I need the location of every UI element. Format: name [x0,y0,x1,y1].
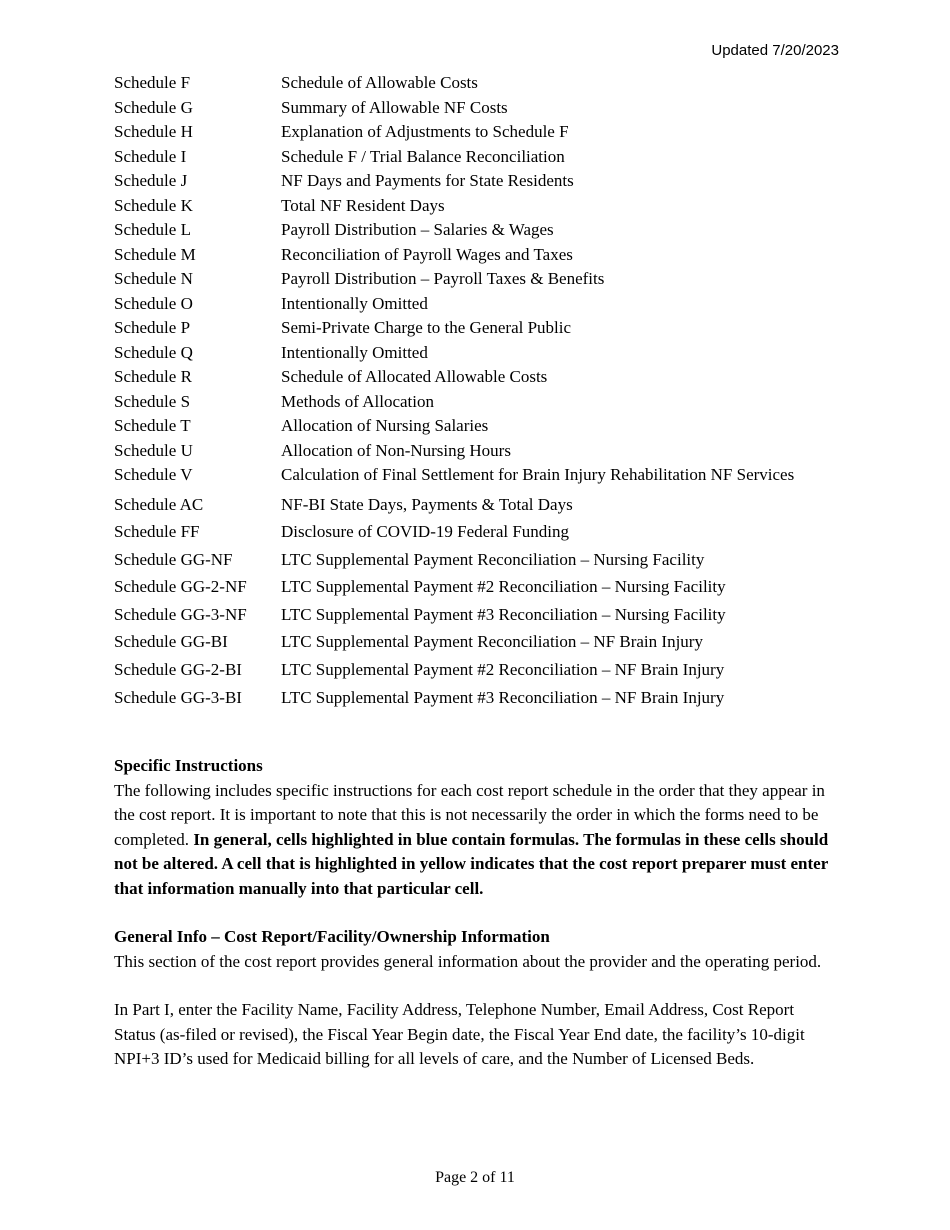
schedule-row [114,194,844,219]
schedule-code: Schedule F [114,73,191,92]
schedule-title: LTC Supplemental Payment Reconciliation – Nursing Facility [281,549,705,569]
schedule-code: Schedule GG-3-NF [114,604,247,624]
page-number: Page 2 of 11 [435,1169,515,1186]
schedule-title: Intentionally Omitted [281,293,428,313]
schedule-code: Schedule GG-NF [114,549,233,569]
schedule-code: Schedule G [114,97,193,117]
schedule-title: Payroll Distribution – Salaries & Wages [281,220,554,239]
schedule-title: Schedule of Allowable Costs [281,73,478,92]
schedule-title: Allocation of Nursing Salaries [281,416,489,435]
schedule-title: LTC Supplemental Payment Reconciliation – NF Brain Injury [281,632,703,652]
schedule-code: Schedule L [114,220,191,239]
schedule-title: LTC Supplemental Payment #2 Reconciliation – Nursing Facility [281,577,726,597]
schedule-title: Disclosure of COVID-19 Federal Funding [281,522,570,542]
schedule-row [114,518,844,546]
schedule-code: Schedule FF [114,522,200,542]
schedule-row [114,145,844,170]
schedule-title: NF Days and Payments for State Residents [281,171,574,190]
schedule-title: Payroll Distribution – Payroll Taxes & Benefits [281,269,605,288]
schedule-code: Schedule R [114,367,192,386]
schedule-title: Summary of Allowable NF Costs [281,97,508,117]
schedule-row [114,390,844,415]
schedule-row [114,684,844,712]
schedule-row [114,491,844,519]
schedule-list [114,71,844,711]
schedule-row [114,601,844,629]
schedule-code: Schedule U [114,440,193,460]
schedule-code: Schedule AC [114,494,204,514]
schedule-code: Schedule O [114,293,193,313]
schedule-code: Schedule S [114,391,191,411]
schedule-title: Methods of Allocation [281,391,434,411]
schedule-row [114,341,844,366]
schedule-code: Schedule J [114,171,188,190]
schedule-title: Schedule F / Trial Balance Reconciliation [281,146,565,166]
schedule-row [114,267,844,292]
specific-instructions-heading: Specific Instructions [114,756,263,775]
schedule-title: Allocation of Non-Nursing Hours [281,440,511,460]
schedule-row [114,546,844,574]
specific-instructions-bold-text: In general, cells highlighted in blue contain formulas. The formulas in these cells should not be altered. A cell that is highlighted in yellow indicates that the cost report preparer must enter that information manually into that particular cell. [114,829,829,898]
schedule-row [114,243,844,268]
schedule-row [114,628,844,656]
schedule-code: Schedule P [114,318,191,337]
general-info-heading: General Info – Cost Report/Facility/Ownership Information [114,927,550,946]
schedule-code: Schedule GG-BI [114,632,228,652]
schedule-title: NF-BI State Days, Payments & Total Days [281,494,573,514]
schedule-row [114,656,844,684]
instructions-section [114,754,839,1072]
schedule-code: Schedule GG-2-NF [114,577,247,597]
schedule-code: Schedule H [114,122,193,141]
schedule-title: Calculation of Final Settlement for Brain Injury Rehabilitation NF Services [281,465,795,484]
schedule-title: LTC Supplemental Payment #2 Reconciliation – NF Brain Injury [281,660,725,680]
schedule-code: Schedule K [114,195,193,215]
general-info-paragraph-1: This section of the cost report provides general information about the provider and the operating period. [114,951,822,971]
schedule-row [114,365,844,390]
schedule-title: LTC Supplemental Payment #3 Reconciliation – NF Brain Injury [281,687,725,707]
schedule-title: Reconciliation of Payroll Wages and Taxes [281,244,573,264]
schedule-row [114,573,844,601]
schedule-title: LTC Supplemental Payment #3 Reconciliation – Nursing Facility [281,604,726,624]
schedule-row [114,96,844,121]
schedule-title: Intentionally Omitted [281,342,428,362]
specific-instructions-text: The following includes specific instructions for each cost report schedule in the order that they appear in the cost report. It is important to note that this is not necessarily the order in which the forms need to be completed. [114,780,825,849]
schedule-row [114,414,844,439]
schedule-code: Schedule M [114,244,196,264]
schedule-row [114,218,844,243]
schedule-row [114,439,844,464]
specific-instructions-paragraph [114,779,839,902]
schedule-row [114,169,844,194]
schedule-code: Schedule T [114,416,191,435]
schedule-title: Explanation of Adjustments to Schedule F [281,122,569,141]
schedule-row [114,316,844,341]
updated-date: Updated 7/20/2023 [711,42,839,59]
schedule-title: Semi-Private Charge to the General Public [281,318,572,337]
schedule-code: Schedule Q [114,342,193,362]
schedule-row [114,120,844,145]
schedule-row [114,463,844,491]
schedule-code: Schedule GG-3-BI [114,687,242,707]
general-info-paragraph-2: In Part I, enter the Facility Name, Facility Address, Telephone Number, Email Address, Cost Report Status (as-filed or revised), the Fiscal Year Begin date, the Fiscal Year End date, the facility’s 10-digit NPI+3 ID’s used for Medicaid billing for all levels of care, and the Number of Licensed Beds. [114,1000,805,1068]
schedule-code: Schedule V [114,465,193,484]
schedule-title: Schedule of Allocated Allowable Costs [281,367,548,386]
schedule-code: Schedule GG-2-BI [114,660,242,680]
schedule-title: Total NF Resident Days [281,195,445,215]
schedule-code: Schedule N [114,269,193,288]
schedule-code: Schedule I [114,146,187,166]
schedule-row [114,71,844,96]
schedule-row [114,292,844,317]
